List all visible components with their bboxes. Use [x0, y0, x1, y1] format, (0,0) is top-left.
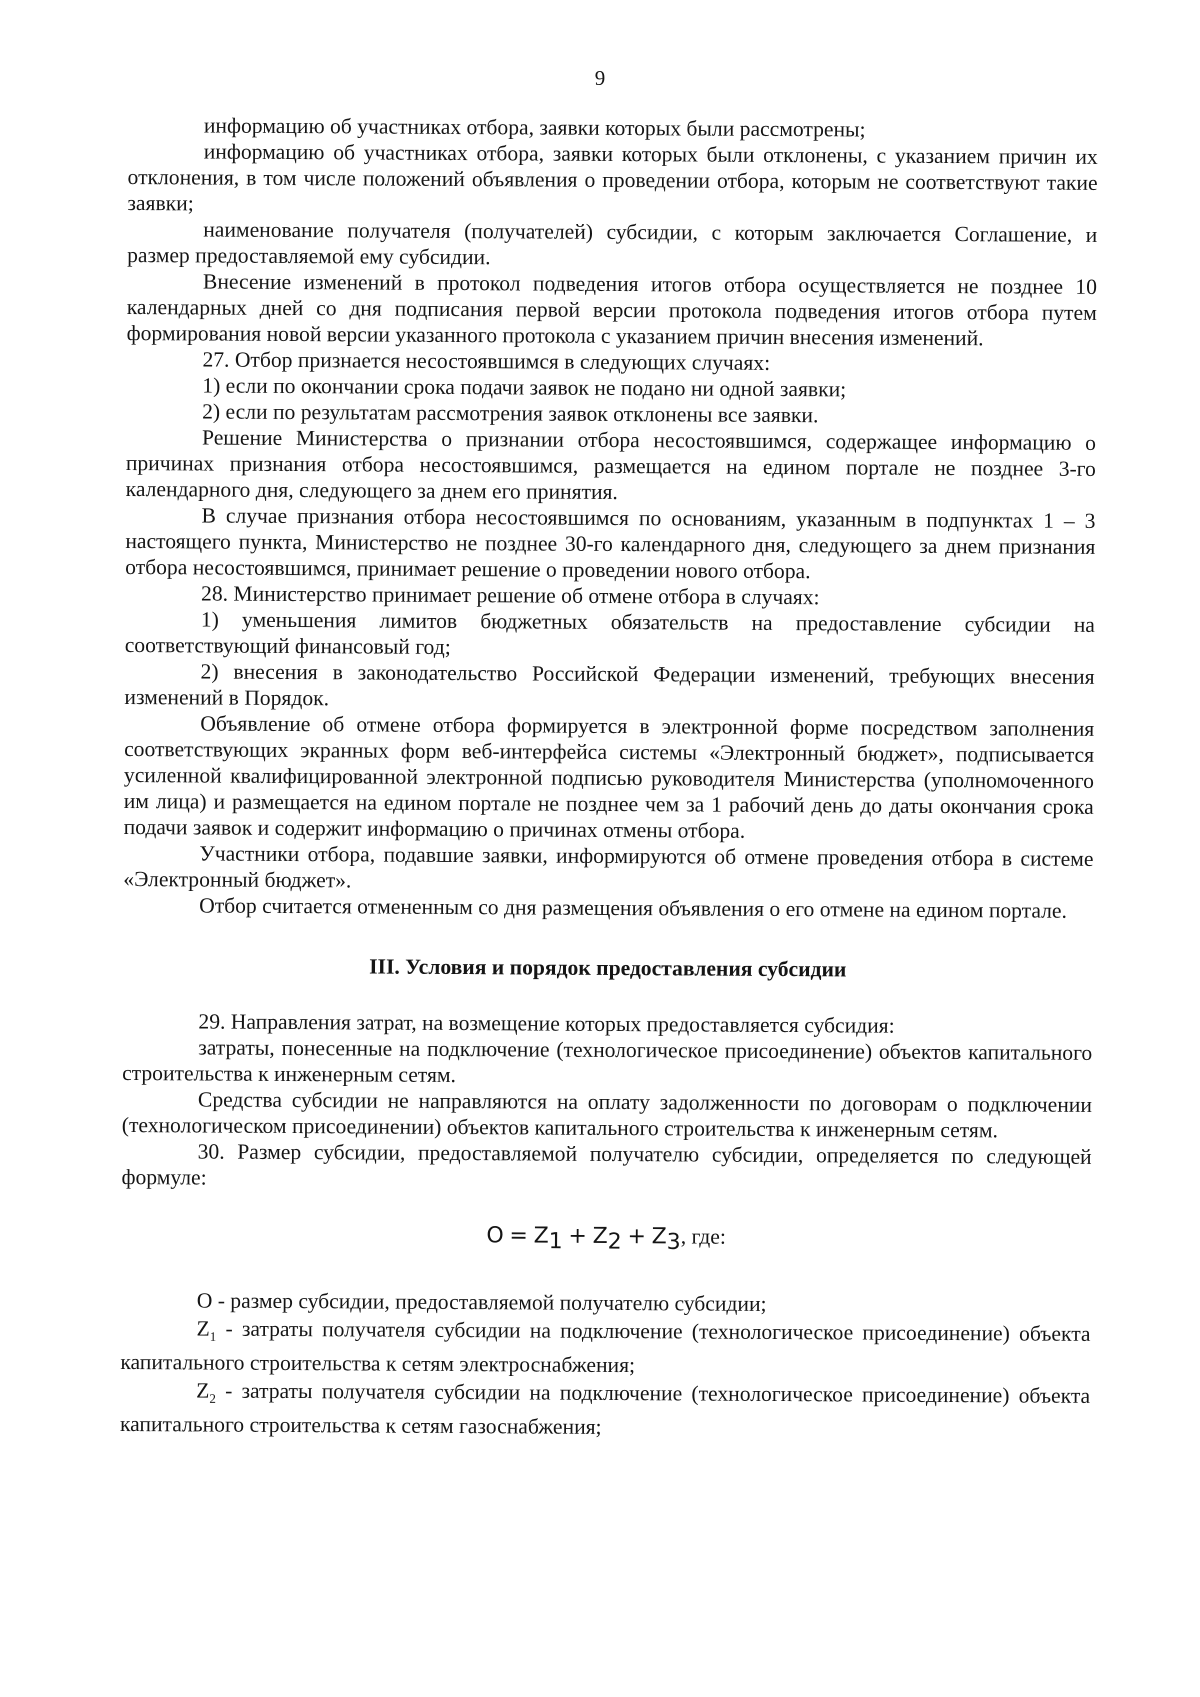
document-body — [120, 112, 1098, 1443]
paragraph: 1) если по окончании срока подачи заявок не подано ни одной заявки; — [202, 373, 847, 402]
paragraph: Средства субсидии не направляются на оплату задолженности по договорам о подключении (технологическом присоединении) объектов капитального строительства к инженерным сетям. — [121, 1087, 1093, 1143]
paragraph: Участники отбора, подавшие заявки, информируются об отмене проведения отбора в системе «Электронный бюджет». — [123, 841, 1094, 893]
definition-symbol: Z — [196, 1378, 210, 1403]
paragraph: Решение Министерства о признании отбора несостоявшимся, содержащее информацию о причинах признания отбора несостоявшимся, размещается на едином портале не позднее 3-го календарного дня, следующего за днем его принятия. — [125, 425, 1097, 504]
definition-z1 — [120, 1315, 1090, 1381]
paragraph: 27. Отбор признается несостоявшимся в следующих случаях: — [202, 347, 771, 375]
paragraph: 29. Направления затрат, на возмещение которых предоставляется субсидия: — [198, 1009, 895, 1038]
paragraph: 1) уменьшения лимитов бюджетных обязательств на предоставление субсидии на соответствующий финансовый год; — [124, 607, 1095, 659]
paragraph: Внесение изменений в протокол подведения итогов отбора осуществляется не позднее 10 календарных дней со дня подписания первой версии протокола подведения итогов отбора путем формирования новой версии указанного протокола с указанием причин внесения изменений. — [126, 269, 1098, 351]
formula-term-z2: Z — [592, 1223, 608, 1249]
definition-o: O - размер субсидии, предоставляемой получателю субсидии; — [196, 1288, 767, 1316]
paragraph: 2) если по результатам рассмотрения заявок отклонены все заявки. — [202, 399, 819, 428]
paragraph: 2) внесения в законодательство Российской Федерации изменений, требующих внесения изменений в Порядок. — [124, 659, 1095, 711]
definition-symbol: Z — [196, 1316, 210, 1341]
paragraph: 30. Размер субсидии, предоставляемой получателю субсидии, определяется по следующей формуле: — [121, 1139, 1092, 1190]
paragraph: 28. Министерство принимает решение об отмене отбора в случаях: — [200, 581, 820, 610]
definition-text: - затраты получателя субсидии на подключение (технологическое присоединение) объекта капитального строительства к сетям газоснабжения; — [119, 1378, 1091, 1440]
paragraph: Отбор считается отмененным со дня размещения объявления о его отмене на едином портале. — [199, 893, 1068, 923]
page-number: 9 — [594, 66, 606, 90]
paragraph: затраты, понесенные на подключение (технологическое присоединение) объектов капитального строительства к инженерным сетям. — [122, 1035, 1093, 1088]
formula-term-z3: Z — [651, 1224, 667, 1250]
subsidy-formula — [121, 1218, 1091, 1261]
paragraph: информацию об участниках отбора, заявки которых были отклонены, с указанием причин их отклонения, в том числе положений объявления о проведении отбора, которым не соответствуют такие заявки; — [127, 139, 1098, 216]
section-heading: III. Условия и порядок предоставления субсидии — [369, 954, 847, 982]
definition-text: - затраты получателя субсидии на подключение (технологическое присоединение) объекта капитального строительства к сетям электроснабжения; — [120, 1316, 1091, 1378]
formula-sub-3: 3 — [666, 1229, 681, 1255]
definition-subscript: 2 — [209, 1390, 216, 1406]
formula-plus: + — [568, 1223, 587, 1249]
definition-z2 — [120, 1377, 1090, 1443]
formula-equals: = — [509, 1223, 528, 1249]
paragraph: наименование получателя (получателей) субсидии, с которым заключается Соглашение, и размер предоставляемой ему субсидии. — [127, 217, 1098, 270]
paragraph: В случае признания отбора несостоявшимся по основаниям, указанным в подпунктах 1 – 3 настоящего пункта, Министерство не позднее 30-го календарного дня, следующего за днем признания отбора несостоявшимся, принимает решение о проведении нового отбора. — [125, 503, 1096, 584]
formula-tail: , где: — [680, 1224, 726, 1249]
formula-sub-1: 1 — [548, 1229, 563, 1255]
formula-sub-2: 2 — [607, 1229, 622, 1255]
formula-plus: + — [627, 1224, 646, 1250]
paragraph: информацию об участниках отбора, заявки которых были рассмотрены; — [203, 113, 866, 142]
formula-lhs: O — [486, 1223, 504, 1249]
formula-term-z1: Z — [533, 1223, 549, 1249]
paragraph: Объявление об отмене отбора формируется в электронной форме посредством заполнения соответствующих экранных форм веб-интерфейса системы «Электронный бюджет», подписывается усиленной квалифицированной электронной подписью руководителя Министерства (уполномоченного им лица) и размещается на едином портале не позднее чем за 1 рабочий день до даты окончания срока подачи заявок и содержит информацию о причинах отмены отбора. — [123, 711, 1095, 843]
definition-subscript: 1 — [209, 1328, 217, 1344]
